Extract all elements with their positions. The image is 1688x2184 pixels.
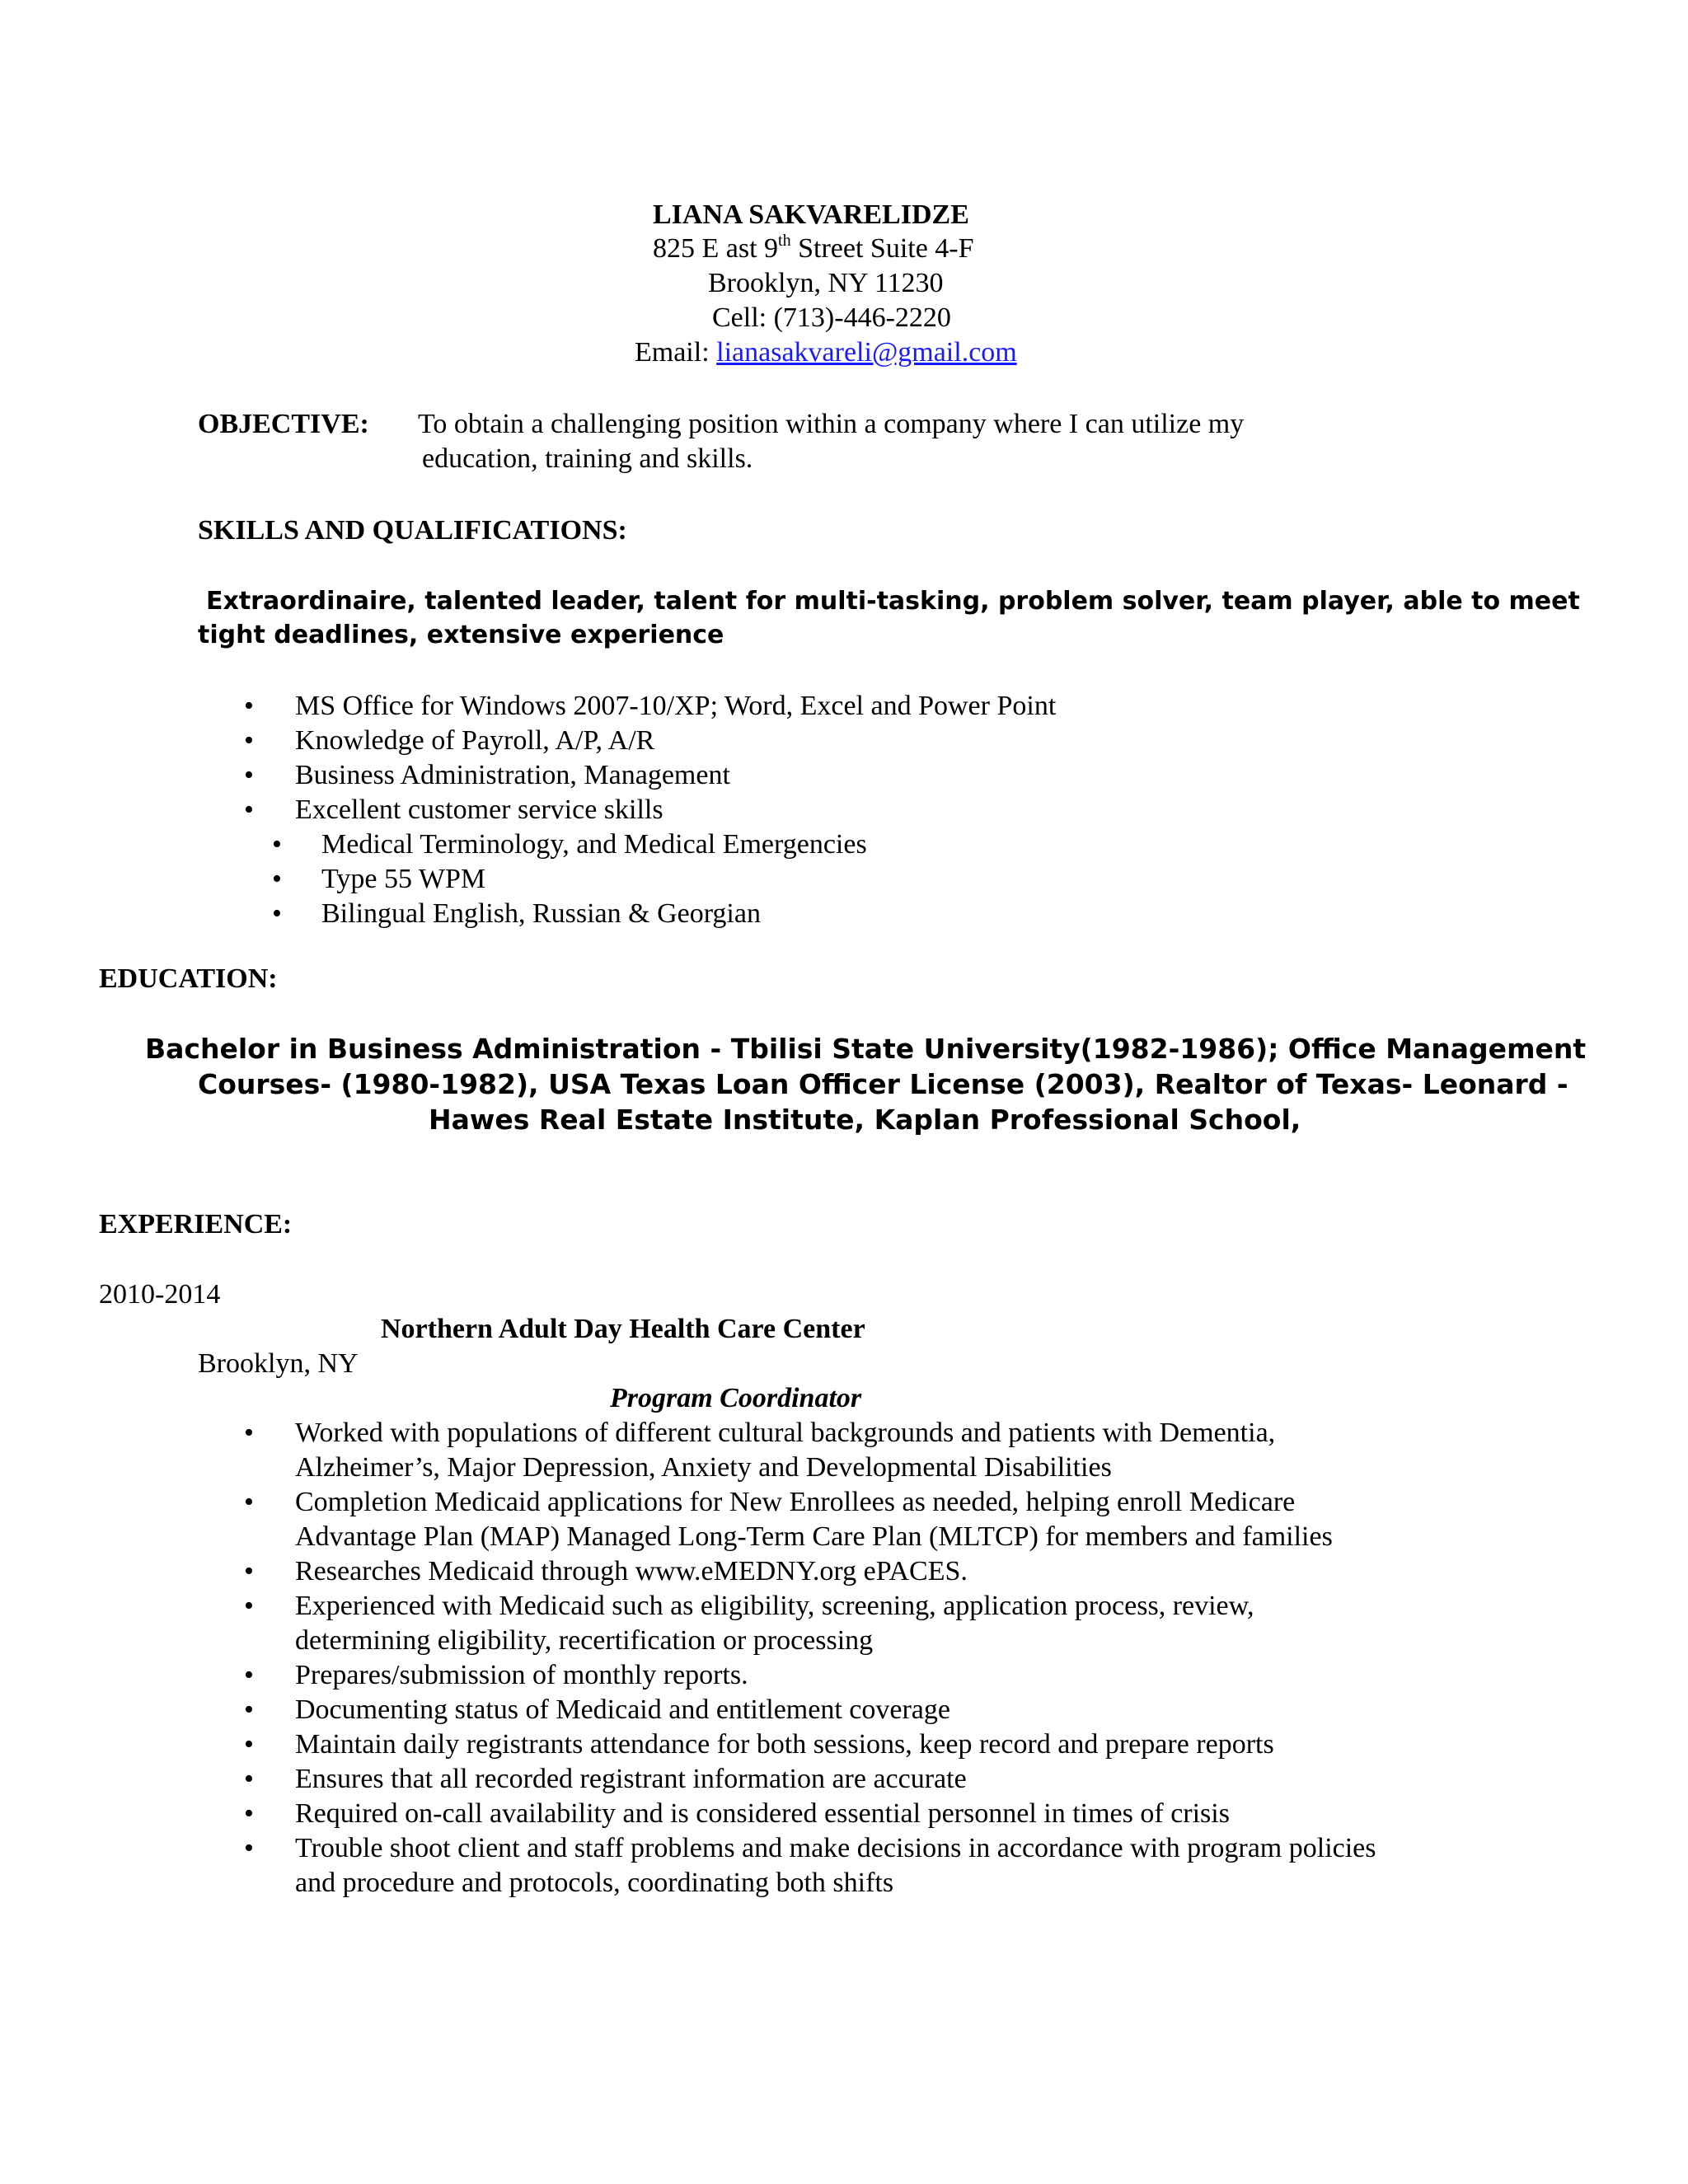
duty-item-line: Documenting status of Medicaid and entitlement coverage [295, 1694, 950, 1725]
duty-item-line: Required on-call availability and is considered essential personnel in times of crisis [295, 1798, 1230, 1829]
education-heading: EDUCATION: [99, 963, 278, 994]
duty-item-line: Prepares/submission of monthly reports. [295, 1660, 748, 1690]
employer-name: Northern Adult Day Health Care Center [381, 1314, 865, 1344]
address-street: Street Suite 4-F [790, 233, 974, 264]
skill-item: Medical Terminology, and Medical Emergencies [321, 829, 867, 860]
duty-item-line: Alzheimer’s, Major Depression, Anxiety and Developmental Disabilities [295, 1452, 1112, 1483]
bullet-icon: • [272, 898, 282, 929]
duty-item-line: and procedure and protocols, coordinating both shifts [295, 1868, 894, 1898]
skill-item: Excellent customer service skills [295, 794, 663, 825]
duty-item-line: Advantage Plan (MAP) Managed Long-Term Care Plan (MLTCP) for members and families [295, 1521, 1333, 1552]
skill-item: Type 55 WPM [321, 864, 486, 894]
bullet-icon: • [244, 1487, 254, 1517]
bullet-icon: • [244, 1418, 254, 1448]
bullet-icon: • [244, 1798, 254, 1829]
employer-location: Brooklyn, NY [198, 1348, 359, 1379]
skill-item: Bilingual English, Russian & Georgian [321, 898, 761, 929]
duty-item-line: determining eligibility, recertification or processing [295, 1625, 874, 1656]
email-label: Email: [635, 337, 717, 368]
duty-item-line: Experienced with Medicaid such as eligibility, screening, application process, review, [295, 1591, 1254, 1621]
duty-item-line: Completion Medicaid applications for New Enrollees as needed, helping enroll Medicare [295, 1487, 1296, 1517]
cell-line: Cell: (713)-446-2220 [712, 302, 951, 333]
duty-item-line: Worked with populations of different cultural backgrounds and patients with Dementia, [295, 1418, 1276, 1448]
duty-item-line: Ensures that all recorded registrant information are accurate [295, 1764, 967, 1794]
city-line: Brooklyn, NY 11230 [708, 268, 944, 298]
education-line3: Hawes Real Estate Institute, Kaplan Professional School, [429, 1104, 1301, 1136]
experience-heading: EXPERIENCE: [99, 1209, 293, 1240]
bullet-icon: • [244, 1694, 254, 1725]
bullet-icon: • [244, 1833, 254, 1863]
skills-summary-line1: Extraordinaire, talented leader, talent for multi-tasking, problem solver, team player, able to meet [206, 587, 1580, 616]
education-line1: Bachelor in Business Administration - Tbilisi State University(1982-1986); Office Management [145, 1033, 1587, 1065]
objective-text-line1: To obtain a challenging position within a company where I can utilize my [418, 409, 1245, 439]
bullet-icon: • [244, 725, 254, 756]
objective-text-line2: education, training and skills. [422, 443, 753, 474]
experience-years: 2010-2014 [99, 1279, 221, 1310]
bullet-icon: • [244, 1729, 254, 1760]
bullet-icon: • [272, 829, 282, 860]
job-title: Program Coordinator [610, 1383, 862, 1413]
bullet-icon: • [244, 794, 254, 825]
bullet-icon: • [244, 1591, 254, 1621]
skills-summary-line2: tight deadlines, extensive experience [198, 621, 724, 649]
bullet-icon: • [272, 864, 282, 894]
education-line2: Courses- (1980-1982), USA Texas Loan Officer License (2003), Realtor of Texas- Leonard - [198, 1068, 1568, 1100]
skill-item: Business Administration, Management [295, 760, 730, 790]
address-line [653, 232, 974, 266]
bullet-icon: • [244, 1556, 254, 1586]
bullet-icon: • [244, 760, 254, 790]
bullet-icon: • [244, 1764, 254, 1794]
bullet-icon: • [244, 691, 254, 721]
skill-item: MS Office for Windows 2007-10/XP; Word, Excel and Power Point [295, 691, 1057, 721]
email-line [635, 335, 1017, 370]
applicant-name: LIANA SAKVARELIDZE [653, 199, 969, 230]
duty-item-line: Trouble shoot client and staff problems and make decisions in accordance with program policies [295, 1833, 1376, 1863]
duty-item-line: Researches Medicaid through www.eMEDNY.org ePACES. [295, 1556, 968, 1586]
objective-heading: OBJECTIVE: [198, 409, 369, 439]
bullet-icon: • [244, 1660, 254, 1690]
duty-item-line: Maintain daily registrants attendance for both sessions, keep record and prepare reports [295, 1729, 1274, 1760]
address-number: 825 E ast 9 [653, 233, 779, 264]
skill-item: Knowledge of Payroll, A/P, A/R [295, 725, 655, 756]
skills-heading: SKILLS AND QUALIFICATIONS: [198, 515, 627, 546]
email-link[interactable]: lianasakvareli@gmail.com [716, 337, 1017, 368]
address-ordinal: th [778, 232, 791, 250]
